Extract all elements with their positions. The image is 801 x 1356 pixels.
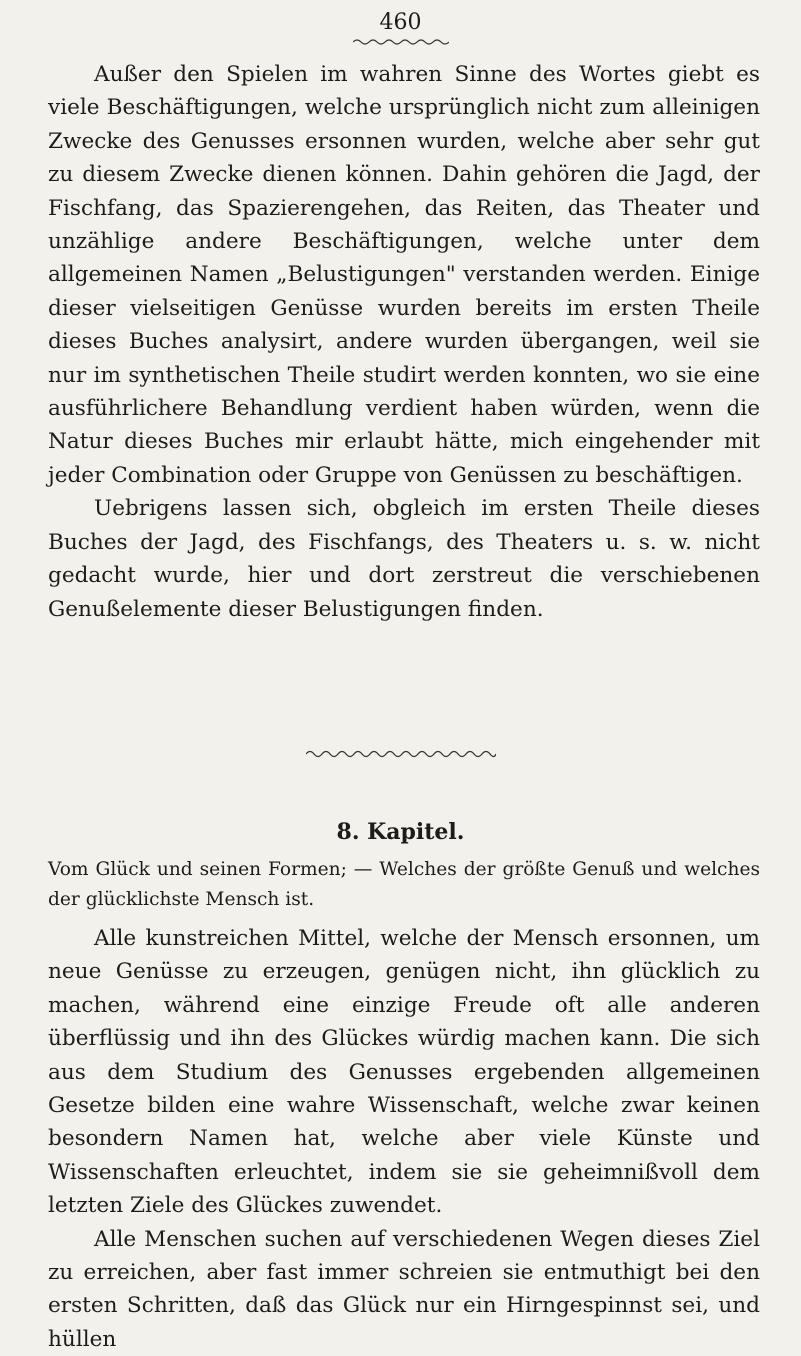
wavy-divider: [306, 748, 496, 760]
chapter-title: 8. Kapitel.: [336, 819, 465, 845]
text-block-before-chapter: [48, 58, 760, 626]
paragraph-seeking-goal: Alle Menschen suchen auf verschiedenen Wegen dieses Ziel zu erreichen, aber fast immer schreien sie entmuthigt bei den ersten Schritten, daß das Glück nur ein Hirngespinnst sei, und hüllen: [48, 1226, 760, 1352]
wavy-ornament-top: [353, 37, 449, 47]
paragraph-amusements: Außer den Spielen im wahren Sinne des Wortes giebt es viele Beschäftigungen, welche ursprünglich nicht zum alleinigen Zwecke des Genusses ersonnen wurden, welche aber sehr gut zu diesem Zwecke dienen können. Dahin gehören die Jagd, der Fischfang, das Spazierengehen, das Reiten, das Theater und unzählige andere Beschäftigungen, welche unter dem allgemeinen Namen „Belustigungen" verstanden werden. Einige dieser vielseitigen Genüsse wurden bereits im ersten Theile dieses Buches analysirt, andere wurden übergangen, weil sie nur im synthetischen Theile studirt werden konnten, wo sie eine ausführlichere Behandlung verdient haben würden, wenn die Natur dieses Buches mir erlaubt hätte, mich eingehender mit jeder Combination oder Gruppe von Genüssen zu beschäftigen.: [48, 62, 760, 488]
page-number: 460: [379, 10, 422, 35]
text-block-chapter-8: [48, 922, 760, 1356]
paragraph-elements: Uebrigens lassen sich, obgleich im ersten Theile dieses Buches der Jagd, des Fischfangs, des Theaters u. s. w. nicht gedacht wurde, hier und dort zerstreut die verschiebenen Genußelemente dieser Belustigungen finden.: [48, 496, 760, 622]
chapter-summary: Vom Glück und seinen Formen; — Welches der größte Genuß und welches der glücklichste Mensch ist.: [48, 859, 760, 910]
paragraph-happiness-science: Alle kunstreichen Mittel, welche der Mensch ersonnen, um neue Genüsse zu erzeugen, genügen nicht, ihn glücklich zu machen, während eine einzige Freude oft alle anderen überflüssig und ihn des Glückes würdig machen kann. Die sich aus dem Studium des Genusses ergebenden allgemeinen Gesetze bilden eine wahre Wissenschaft, welche zwar keinen besondern Namen hat, welche aber viele Künste und Wissenschaften erleuchtet, indem sie sie geheimnißvoll dem letzten Ziele des Glückes zuwendet.: [48, 926, 760, 1219]
